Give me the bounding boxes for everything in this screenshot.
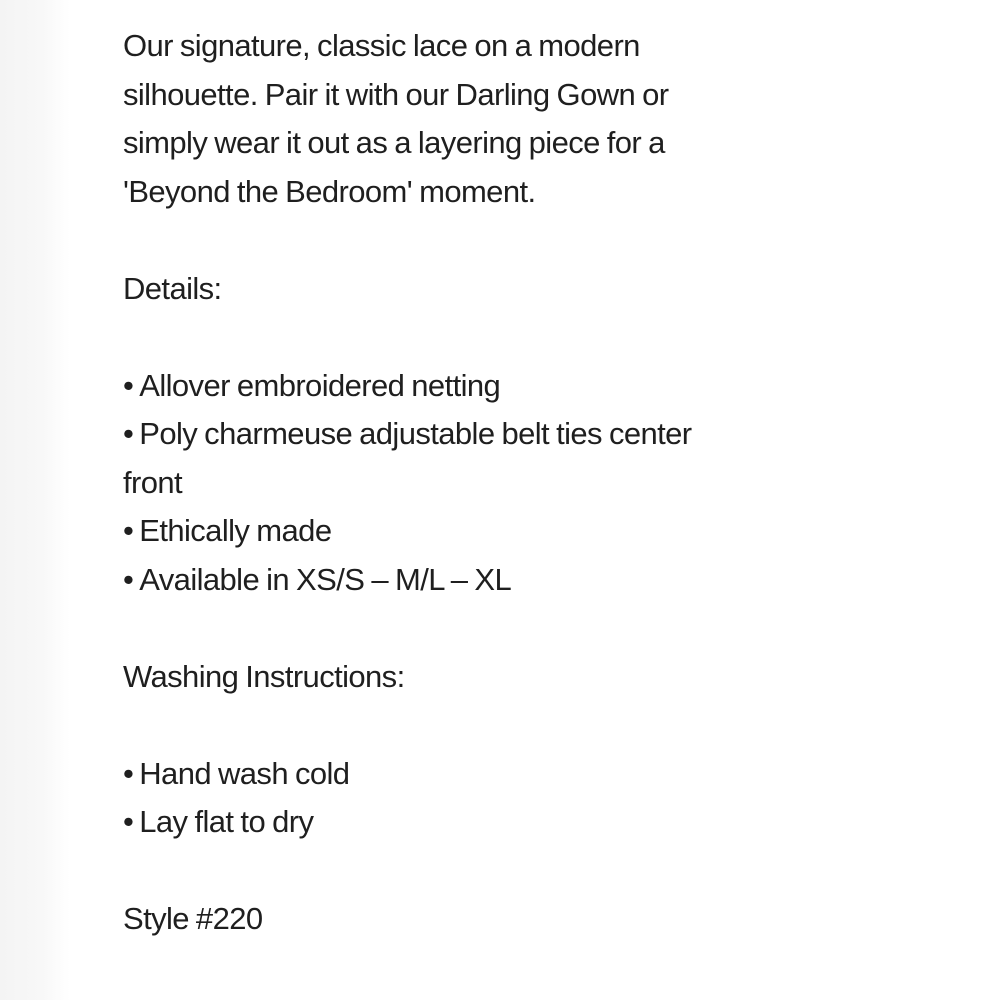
bullet-icon: • [123,755,134,791]
details-item-belt [123,410,843,459]
details-item-text: Poly charmeuse adjustable belt ties center [139,416,692,451]
spacer [123,216,843,265]
product-description [123,22,843,944]
details-item-text: Ethically made [139,513,332,548]
spacer [123,604,843,653]
spacer [123,701,843,750]
bullet-icon: • [123,513,134,548]
style-number: Style #220 [123,901,263,936]
details-item-sizes [123,556,843,605]
bullet-icon: • [123,804,134,839]
bullet-icon: • [123,561,134,597]
details-heading: Details: [123,270,222,306]
spacer [123,313,843,362]
intro-line-1: Our signature, classic lace on a modern [123,28,640,63]
details-item-netting [123,362,843,411]
washing-item-text: Hand wash cold [139,755,350,791]
washing-item-hand-wash [123,750,843,799]
washing-item-text: Lay flat to dry [139,804,314,839]
spacer [123,847,843,896]
details-item-text: Available in XS/S – M/L – XL [139,561,512,597]
details-item-ethical [123,507,843,556]
intro-line-3: simply wear it out as a layering piece for a [123,125,665,160]
details-item-text: Allover embroidered netting [139,367,501,403]
washing-item-lay-flat [123,798,843,847]
details-item-belt-continuation: front [123,464,183,500]
bullet-icon: • [123,367,134,403]
intro-line-2: silhouette. Pair it with our Darling Gown or [123,76,669,112]
bullet-icon: • [123,416,134,451]
washing-heading: Washing Instructions: [123,658,405,694]
intro-line-4: 'Beyond the Bedroom' moment. [123,173,536,209]
left-edge-shade [0,0,70,1000]
